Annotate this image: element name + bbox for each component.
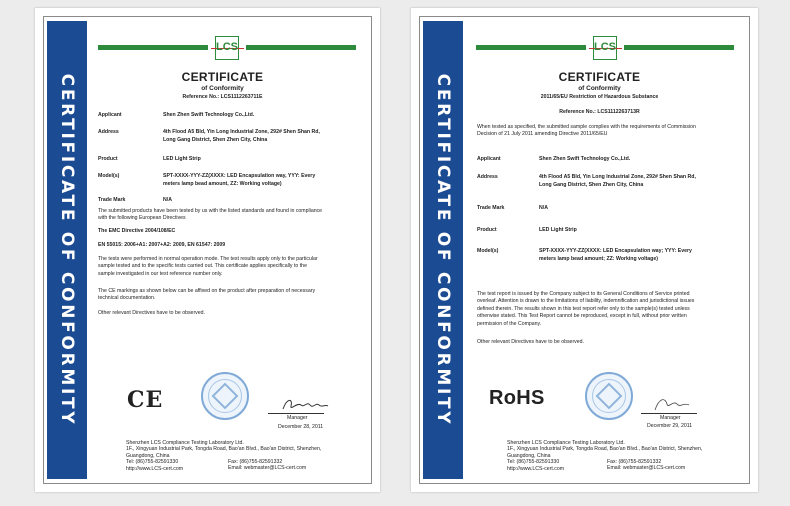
issue-date: December 28, 2011 (278, 424, 324, 430)
manager-signature (279, 396, 331, 414)
field-value (163, 197, 172, 205)
field-value (539, 248, 692, 263)
header-rule-right (624, 45, 734, 50)
certificate-subtitle: of Conformity (201, 85, 244, 92)
certificate-subtitle: of Conformity (578, 85, 621, 92)
field-label: Model(s) (477, 248, 499, 254)
standards-text: EN 55015: 2006+A1: 2007+A2: 2009, EN 61547: 2009 (98, 242, 226, 248)
header-rule-left (476, 45, 586, 50)
manager-label: Manager (660, 415, 681, 421)
lab-contact-footer: Fax: (86)755-82591332 Email: webmaster@LCS-cert.com (228, 459, 307, 472)
header-rule-left (98, 45, 208, 50)
field-label: Applicant (98, 112, 122, 118)
seal-stamp (585, 372, 633, 420)
reference-number: Reference No.: LCS1112263713R (559, 109, 640, 115)
ce-mark: CE (127, 387, 164, 413)
field-value-line: Shen Zhen Swift Technology Co.,Ltd. (539, 156, 631, 162)
field-value-line: SPT-XXXX-YYY-ZZ(XXXX: LED Encapsulation way; YYY: Every (539, 248, 692, 254)
report-conditions-paragraph: The test report is issued by the Company subject to its General Conditions of Service printed overleaf. Attention is drawn to the limitations of liability, indemnification and jurisdictional issues defined therein. The results shown in this test report refer only to the sample(s) tested unless otherwise stated. This Test Report cannot be reproduced, except in full, without prior written permission of the Company. (477, 291, 695, 327)
lab-address-footer: Shenzhen LCS Compliance Testing Laboratory Ltd. 1F., Xingyuan Industrial Park, Tongda Road, Bao'an Blvd., Bao'an District, Shenzhen, Guangdong, China Tel: (86)755-82591330 http://www.LCS-cert.com (126, 440, 322, 472)
lcs-logo-icon: LCS (593, 36, 617, 60)
field-value-line: Shen Zhen Swift Technology Co.,Ltd. (163, 112, 255, 118)
ce-certificate (35, 8, 380, 492)
field-value-line: SPT-XXXX-YYY-ZZ(XXXX: LED Encapsulation way, YYY: Every (163, 173, 316, 179)
directive-text: The EMC Directive 2004/108/EC (98, 228, 176, 234)
field-value-line: Long Gang District, Shen Zhen City, China (539, 181, 644, 188)
field-value (163, 112, 254, 120)
field-value-line: LED Light Strip (539, 227, 577, 233)
field-label: Address (477, 174, 498, 180)
field-label: Applicant (477, 156, 501, 162)
header-rule-right (246, 45, 356, 50)
lab-address-footer: Shenzhen LCS Compliance Testing Laboratory Ltd. 1F., Xingyuan Industrial Park, Tongda Road, Bao'an Blvd., Bao'an District, Shenzhen, Guangdong, China Tel: (86)755-82591330 http://www.LCS-cert.com (507, 440, 703, 472)
side-banner-text: CERTIFICATE OF CONFORMITY (57, 73, 77, 427)
field-value-line: 4th Flood A5 Bld, Yin Long Industrial Zone, 292# Shen Shan Rd, (539, 174, 696, 180)
field-value-line: N/A (539, 205, 548, 211)
manager-label: Manager (287, 415, 308, 421)
signature-line (268, 413, 324, 414)
field-value-line: N/A (163, 197, 172, 203)
field-value (539, 205, 548, 213)
operation-paragraph: The tests were performed in normal operation mode. The test results apply only to the particular sample tested and to the specific tests carried out. This certificate applies specifically to the sample investigated in our test reference number only. (98, 256, 318, 277)
ce-marking-paragraph: The CE markings as shown below can be affixed on the product after preparation of necessary technical documentation. (98, 288, 316, 302)
other-directives-text: Other relevant Directives have to be observed. (98, 310, 205, 316)
seal-stamp (201, 372, 249, 420)
lcs-logo-icon: LCS (215, 36, 239, 60)
certificate-title: CERTIFICATE (558, 70, 641, 84)
signature-line (641, 413, 697, 414)
field-value (163, 173, 315, 188)
field-label: Product (477, 227, 497, 233)
field-value-line: meters lamp bead amount; ZZ: Working voltage) (539, 255, 658, 262)
field-label: Model(s) (98, 173, 120, 179)
tested-paragraph: The submitted products have been tested by us with the listed standards and found in compliance with the following European Directives (98, 208, 323, 222)
field-value (163, 129, 320, 144)
issue-date: December 29, 2011 (647, 423, 693, 429)
field-value (539, 156, 630, 164)
field-value (163, 156, 201, 164)
other-directives-text: Other relevant Directives have to be observed. (477, 339, 584, 345)
field-label: Trade Mark (98, 197, 126, 203)
field-label: Product (98, 156, 118, 162)
directive-subtitle: 2011/65/EU Restriction of Hazardous Substance (540, 94, 659, 100)
rohs-certificate (411, 8, 758, 492)
manager-signature (649, 394, 693, 414)
intro-paragraph: When tested as specified, the submitted sample complies with the requirements of Commission Decision of 21 July 2011 amending Directive 2011/65/EU (477, 124, 696, 138)
field-value-line: Long Gang District, Shen Zhen City, China (163, 136, 268, 143)
lab-contact-footer: Fax: (86)755-82591332 Email: webmaster@LCS-cert.com (607, 459, 686, 472)
field-label: Address (98, 129, 119, 135)
side-banner-text: CERTIFICATE OF CONFORMITY (433, 73, 453, 427)
field-value-line: meters lamp bead amount, ZZ: Working voltage) (163, 180, 282, 187)
certificate-title: CERTIFICATE (181, 70, 264, 84)
rohs-mark: RoHS (489, 387, 545, 409)
field-value (539, 174, 696, 189)
field-value-line: 4th Flood A5 Bld, Yin Long Industrial Zone, 292# Shen Shan Rd, (163, 129, 320, 135)
field-value-line: LED Light Strip (163, 156, 201, 162)
field-value (539, 227, 577, 235)
reference-number: Reference No.: LCS1112263711E (182, 94, 263, 100)
field-label: Trade Mark (477, 205, 505, 211)
